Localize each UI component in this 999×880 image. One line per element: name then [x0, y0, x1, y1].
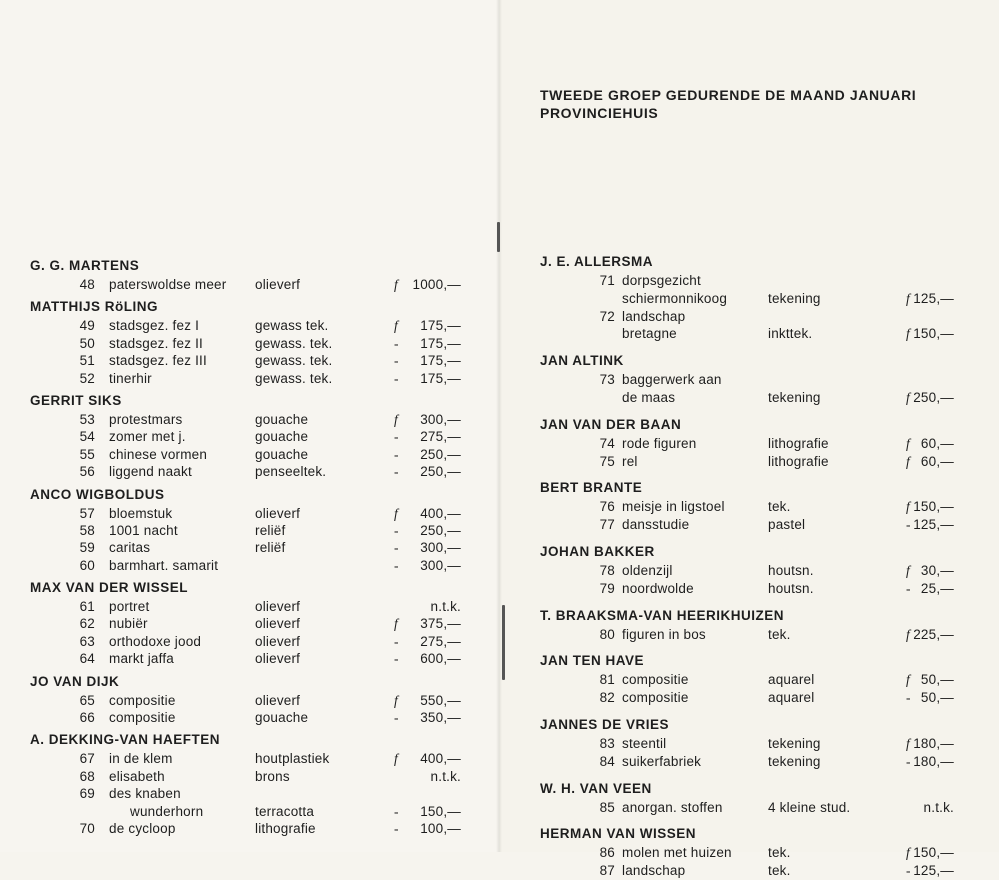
artist-name: ANCO WIGBOLDUS	[30, 486, 165, 502]
artwork-medium: aquarel	[768, 690, 815, 706]
artist-name: W. H. VAN VEEN	[540, 780, 652, 796]
artwork-price: 1000,—	[412, 277, 461, 292]
artwork-row	[30, 803, 470, 820]
artwork-row	[30, 692, 470, 709]
artwork-title: de cycloop	[109, 820, 176, 836]
artwork-title: baggerwerk aan	[622, 372, 722, 388]
artwork-row	[540, 689, 980, 707]
artwork-medium: penseeltek.	[255, 464, 327, 480]
currency-mark: f	[394, 616, 398, 632]
artwork-row	[30, 633, 470, 650]
artwork-title: molen met huizen	[622, 845, 732, 861]
artwork-price: 175,—	[420, 370, 461, 386]
artwork-price: 30,—	[920, 562, 954, 578]
artwork-number: 54	[79, 429, 95, 445]
artwork-number: 58	[79, 522, 95, 538]
artwork-number: 86	[599, 845, 615, 861]
artwork-number: 82	[599, 690, 615, 706]
artwork-number: 87	[599, 863, 615, 879]
currency-mark: -	[906, 753, 911, 769]
artwork-number: 49	[79, 318, 95, 334]
currency-mark: -	[394, 633, 399, 649]
artwork-number: 73	[599, 372, 615, 388]
artwork-row	[540, 844, 980, 862]
artwork-price: 180,—	[913, 753, 954, 769]
artwork-title: figuren in bos	[622, 626, 706, 642]
artwork-title: compositie	[622, 690, 689, 706]
artwork-row	[540, 862, 980, 880]
currency-mark: f	[906, 499, 910, 515]
artwork-row	[540, 580, 980, 598]
artwork-medium: olieverf	[255, 633, 301, 649]
artwork-number: 63	[79, 633, 95, 649]
artwork-title: caritas	[109, 540, 151, 556]
artwork-price: 150,—	[913, 499, 954, 515]
artwork-row	[30, 335, 470, 352]
artwork-row	[30, 317, 470, 334]
artwork-number: 56	[79, 464, 95, 480]
artwork-row	[540, 516, 980, 534]
artwork-row	[540, 498, 980, 516]
artwork-medium: reliëf	[255, 540, 286, 556]
artwork-medium: gouache	[255, 411, 309, 427]
artist-name: T. BRAAKSMA-VAN HEERIKHUIZEN	[540, 607, 785, 623]
artwork-medium: tek.	[768, 845, 791, 861]
artwork-price: 250,—	[913, 389, 954, 405]
artwork-row	[540, 371, 980, 389]
artwork-number: 84	[599, 753, 615, 769]
artwork-price: 400,—	[420, 505, 461, 521]
artist-name: JAN TEN HAVE	[540, 653, 645, 669]
artist-name: A. DEKKING-VAN HAEFTEN	[30, 732, 221, 748]
artwork-title: zomer met j.	[109, 429, 186, 445]
artwork-medium: tek.	[768, 626, 791, 642]
artwork-price: 60,—	[920, 435, 954, 451]
artwork-title: markt jaffa	[109, 651, 174, 667]
artwork-price: 125,—	[913, 863, 954, 879]
artwork-title: compositie	[622, 672, 689, 688]
artwork-row	[540, 799, 980, 817]
artwork-number: 48	[79, 277, 95, 292]
artwork-title: portret	[109, 599, 150, 615]
currency-mark: -	[394, 803, 399, 819]
artwork-title: meisje in ligstoel	[622, 499, 725, 515]
artwork-row	[30, 557, 470, 574]
artwork-price: 175,—	[420, 353, 461, 369]
artwork-row	[540, 325, 980, 343]
artwork-medium: houtsn.	[768, 562, 814, 578]
artwork-medium: brons	[255, 768, 290, 784]
artwork-title: landschap	[622, 863, 686, 879]
artwork-number: 65	[79, 692, 95, 708]
currency-mark: -	[394, 353, 399, 369]
currency-mark: f	[394, 318, 398, 334]
artwork-number: 85	[599, 799, 615, 815]
currency-mark: -	[906, 517, 911, 533]
artwork-number: 70	[79, 820, 95, 836]
artwork-row	[30, 820, 470, 837]
artwork-number: 79	[599, 580, 615, 596]
artist-name: G. G. MARTENS	[30, 258, 140, 273]
currency-mark: -	[394, 370, 399, 386]
artwork-title: 1001 nacht	[109, 522, 178, 538]
artwork-number: 62	[79, 616, 95, 632]
artwork-price: 275,—	[420, 633, 461, 649]
artwork-number: 68	[79, 768, 95, 784]
currency-mark: -	[394, 429, 399, 445]
artwork-number: 83	[599, 735, 615, 751]
artwork-row	[30, 709, 470, 726]
artwork-number: 59	[79, 540, 95, 556]
artwork-medium: houtplastiek	[255, 751, 330, 767]
currency-mark: -	[394, 540, 399, 556]
artwork-medium: lithografie	[255, 820, 316, 836]
artwork-title: schiermonnikoog	[622, 290, 728, 306]
artwork-price: 550,—	[420, 692, 461, 708]
currency-mark: f	[906, 735, 910, 751]
artwork-row	[540, 562, 980, 580]
artwork-price: 275,—	[420, 429, 461, 445]
artwork-medium: gouache	[255, 710, 309, 726]
artwork-row	[30, 352, 470, 369]
artwork-title: oldenzijl	[622, 562, 673, 578]
artwork-number: 67	[79, 751, 95, 767]
artwork-price: 175,—	[420, 318, 461, 334]
artwork-price: 600,—	[420, 651, 461, 667]
artwork-medium: gewass. tek.	[255, 335, 333, 351]
artwork-title: de maas	[622, 389, 676, 405]
artwork-row	[540, 453, 980, 471]
artwork-price: 300,—	[420, 411, 461, 427]
artwork-row	[540, 671, 980, 689]
artist-name: GERRIT SIKS	[30, 392, 122, 408]
artwork-row	[540, 753, 980, 771]
artwork-price: 150,—	[913, 326, 954, 342]
artist-name: BERT BRANTE	[540, 480, 643, 496]
artwork-row	[30, 411, 470, 428]
artwork-medium: gouache	[255, 446, 309, 462]
artwork-title: suikerfabriek	[622, 753, 702, 769]
artwork-row	[30, 650, 470, 667]
artwork-price: 300,—	[420, 540, 461, 556]
artwork-number: 77	[599, 517, 615, 533]
currency-mark: -	[394, 446, 399, 462]
staple-top	[497, 222, 500, 252]
artwork-price: 150,—	[913, 845, 954, 861]
artist-name: J. E. ALLERSMA	[540, 254, 654, 269]
artwork-title: wunderhorn	[130, 803, 204, 819]
artwork-row	[30, 768, 470, 785]
currency-mark: f	[394, 505, 398, 521]
artist-name: JANNES DE VRIES	[540, 716, 670, 732]
heading-line-1: TWEEDE GROEP GEDURENDE DE MAAND JANUARI	[540, 87, 917, 103]
artwork-medium: tekening	[768, 290, 821, 306]
artist-name: JOHAN BAKKER	[540, 543, 655, 559]
artwork-row	[30, 505, 470, 522]
currency-mark: f	[394, 411, 398, 427]
artwork-title: rel	[622, 453, 638, 469]
artwork-medium: 4 kleine stud.	[768, 799, 851, 815]
artwork-row	[30, 615, 470, 632]
heading-line-2: PROVINCIEHUIS	[540, 105, 659, 121]
artwork-medium: gewass tek.	[255, 318, 329, 334]
artwork-price: 400,—	[420, 751, 461, 767]
artwork-medium: inkttek.	[768, 326, 813, 342]
artwork-medium: lithografie	[768, 453, 829, 469]
artwork-title: orthodoxe jood	[109, 633, 202, 649]
currency-mark: f	[906, 845, 910, 861]
artist-name: MAX VAN DER WISSEL	[30, 580, 189, 596]
artwork-number: 74	[599, 435, 615, 451]
artwork-number: 51	[79, 353, 95, 369]
artwork-medium: olieverf	[255, 505, 301, 521]
artwork-medium: tek.	[768, 499, 791, 515]
currency-mark: f	[394, 277, 398, 292]
artwork-price: n.t.k.	[430, 599, 461, 615]
artwork-number: 66	[79, 710, 95, 726]
artwork-row	[30, 446, 470, 463]
artwork-number: 53	[79, 411, 95, 427]
artwork-row	[30, 463, 470, 480]
currency-mark: -	[394, 710, 399, 726]
currency-mark: f	[906, 326, 910, 342]
currency-mark: f	[394, 692, 398, 708]
artwork-row	[540, 735, 980, 753]
artwork-medium: olieverf	[255, 616, 301, 632]
artwork-title: dansstudie	[622, 517, 690, 533]
artwork-number: 76	[599, 499, 615, 515]
right-catalog-column	[540, 252, 980, 880]
artwork-medium: gouache	[255, 429, 309, 445]
artwork-row	[30, 276, 470, 293]
artwork-title: des knaben	[109, 786, 181, 802]
artwork-title: bloemstuk	[109, 505, 173, 521]
artwork-row	[30, 785, 470, 802]
currency-mark: f	[906, 562, 910, 578]
artwork-title: noordwolde	[622, 580, 694, 596]
artwork-price: n.t.k.	[923, 799, 954, 815]
left-catalog-column	[30, 256, 470, 837]
artwork-medium: tekening	[768, 753, 821, 769]
currency-mark: -	[394, 522, 399, 538]
artwork-title: liggend naakt	[109, 464, 192, 480]
artwork-title: anorgan. stoffen	[622, 799, 723, 815]
artwork-number: 52	[79, 370, 95, 386]
artwork-price: 150,—	[420, 803, 461, 819]
artwork-row	[30, 598, 470, 615]
artwork-price: 25,—	[920, 580, 954, 596]
artwork-price: 250,—	[420, 446, 461, 462]
artwork-number: 69	[79, 786, 95, 802]
artwork-title: tinerhir	[109, 370, 152, 386]
artwork-title: compositie	[109, 692, 176, 708]
artwork-row	[30, 428, 470, 445]
artist-name: HERMAN VAN WISSEN	[540, 826, 697, 842]
artwork-number: 72	[599, 308, 615, 324]
artwork-title: chinese vormen	[109, 446, 208, 462]
artist-name: JAN VAN DER BAAN	[540, 416, 682, 432]
artwork-title: steentil	[622, 735, 667, 751]
page-heading	[540, 86, 916, 122]
artwork-price: 125,—	[913, 517, 954, 533]
artwork-row	[540, 308, 980, 326]
artwork-price: 300,—	[420, 557, 461, 573]
artwork-number: 78	[599, 562, 615, 578]
currency-mark: -	[394, 464, 399, 480]
artwork-row	[30, 539, 470, 556]
artwork-medium: tek.	[768, 863, 791, 879]
artwork-number: 57	[79, 505, 95, 521]
artwork-medium: reliëf	[255, 522, 286, 538]
artist-name: MATTHIJS RöLING	[30, 299, 158, 315]
artwork-price: 250,—	[420, 464, 461, 480]
artwork-medium: olieverf	[255, 277, 301, 292]
artwork-price: 50,—	[920, 672, 954, 688]
artwork-row	[30, 522, 470, 539]
currency-mark: -	[906, 580, 911, 596]
artwork-title: barmhart. samarit	[109, 557, 219, 573]
artwork-title: landschap	[622, 308, 686, 324]
artwork-medium: olieverf	[255, 651, 301, 667]
artwork-title: stadsgez. fez III	[109, 353, 207, 369]
currency-mark: -	[906, 690, 911, 706]
artwork-title: dorpsgezicht	[622, 273, 701, 288]
artwork-number: 81	[599, 672, 615, 688]
artwork-number: 71	[599, 273, 615, 288]
currency-mark: -	[394, 820, 399, 836]
currency-mark: f	[906, 435, 910, 451]
artwork-number: 50	[79, 335, 95, 351]
artwork-row	[540, 435, 980, 453]
currency-mark: -	[906, 863, 911, 879]
artwork-price: 225,—	[913, 626, 954, 642]
artwork-medium: tekening	[768, 389, 821, 405]
currency-mark: f	[906, 453, 910, 469]
artwork-price: 350,—	[420, 710, 461, 726]
artwork-medium: houtsn.	[768, 580, 814, 596]
artist-name: JAN ALTINK	[540, 353, 624, 369]
artwork-number: 75	[599, 453, 615, 469]
artwork-number: 64	[79, 651, 95, 667]
currency-mark: -	[394, 557, 399, 573]
artwork-medium: lithografie	[768, 435, 829, 451]
artwork-price: 375,—	[420, 616, 461, 632]
artwork-price: 50,—	[920, 690, 954, 706]
artwork-row	[540, 389, 980, 407]
artwork-number: 60	[79, 557, 95, 573]
artwork-price: n.t.k.	[430, 768, 461, 784]
artwork-row	[30, 750, 470, 767]
artwork-title: stadsgez. fez II	[109, 335, 203, 351]
artwork-row	[540, 290, 980, 308]
artwork-title: in de klem	[109, 751, 173, 767]
artwork-price: 175,—	[420, 335, 461, 351]
currency-mark: f	[906, 290, 910, 306]
artwork-medium: olieverf	[255, 692, 301, 708]
artwork-price: 180,—	[913, 735, 954, 751]
artwork-price: 250,—	[420, 522, 461, 538]
artwork-title: rode figuren	[622, 435, 697, 451]
artwork-title: paterswoldse meer	[109, 277, 227, 292]
artwork-row	[30, 370, 470, 387]
artwork-row	[540, 272, 980, 290]
artwork-medium: gewass. tek.	[255, 353, 333, 369]
currency-mark: -	[394, 651, 399, 667]
artwork-price: 100,—	[420, 820, 461, 836]
artwork-number: 55	[79, 446, 95, 462]
currency-mark: f	[906, 672, 910, 688]
artwork-title: elisabeth	[109, 768, 165, 784]
staple-bottom	[502, 605, 505, 680]
artwork-title: stadsgez. fez I	[109, 318, 200, 334]
artwork-title: nubiër	[109, 616, 148, 632]
page-fold	[496, 0, 502, 852]
currency-mark: -	[394, 335, 399, 351]
artwork-title: protestmars	[109, 411, 183, 427]
artwork-number: 80	[599, 626, 615, 642]
artwork-medium: pastel	[768, 517, 806, 533]
artwork-price: 60,—	[920, 453, 954, 469]
artwork-medium: terracotta	[255, 803, 315, 819]
artist-name: JO VAN DIJK	[30, 673, 120, 689]
artwork-title: bretagne	[622, 326, 677, 342]
artwork-medium: olieverf	[255, 599, 301, 615]
currency-mark: f	[394, 751, 398, 767]
currency-mark: f	[906, 389, 910, 405]
artwork-medium: gewass. tek.	[255, 370, 333, 386]
currency-mark: f	[906, 626, 910, 642]
artwork-title: compositie	[109, 710, 176, 726]
artwork-price: 125,—	[913, 290, 954, 306]
artwork-medium: tekening	[768, 735, 821, 751]
artwork-row	[540, 626, 980, 644]
artwork-number: 61	[79, 599, 95, 615]
artwork-medium: aquarel	[768, 672, 815, 688]
